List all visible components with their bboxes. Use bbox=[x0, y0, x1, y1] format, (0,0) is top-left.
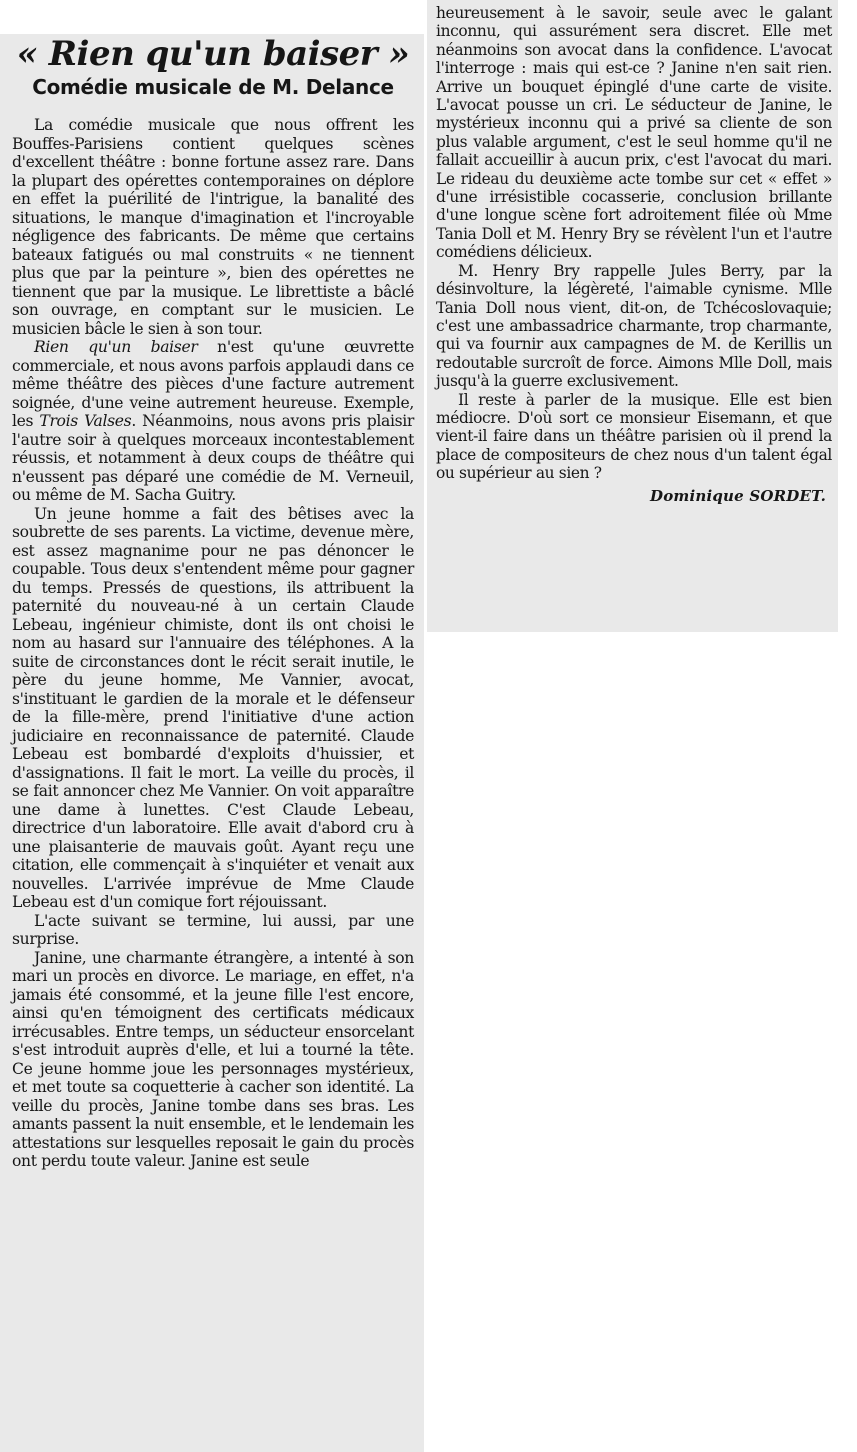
play-title: Rien qu'un baiser bbox=[34, 338, 198, 356]
author-signature: Dominique SORDET. bbox=[649, 486, 826, 505]
article-subtitle: Comédie musicale de M. Delance bbox=[32, 75, 394, 99]
paragraph-4: L'acte suivant se termine, lui aussi, par une surprise. bbox=[12, 911, 414, 948]
paragraph-2-text-b: . Néanmoins, nous avons pris plaisir l'autre soir à quelques morceaux incontestablement réussis, et notamment à deux coups de théâtre qui n'eussent pas déparé une comédie de M. Verneuil, ou même de M. Sacha Guitry. bbox=[12, 412, 414, 504]
article-title: « Rien qu'un baiser » bbox=[16, 34, 410, 74]
paragraph-2-text-a: n'est qu'une œuvrette commerciale, et nous avons parfois applaudi dans ce même théâtre des pièces d'une facture autrement soignée, d'une veine autrement heureuse. Exemple, les bbox=[12, 338, 414, 430]
paragraph-8: Il reste à parler de la musique. Elle est bien médiocre. D'où sort ce monsieur Eisemann, et que vient-il faire dans un théâtre parisien où il prend la place de compositeurs de chez nous d'un talent égal ou supérieur au sien ? bbox=[436, 390, 832, 483]
paragraph-3: Un jeune homme a fait des bêtises avec la soubrette de ses parents. La victime, devenue mère, est assez magnanime pour ne pas dénoncer le coupable. Tous deux s'entendent même pour gagner du temps. Pressés de questions, ils attribuent la paternité du nouveau-né à un certain Claude Lebeau, ingénieur chimiste, dont ils ont choisi le nom au hasard sur l'annuaire des téléphones. A la suite de circonstances dont le récit serait inutile, le père du jeune homme, Me Vannier, avocat, s'instituant le gardien de la morale et le défenseur de la fille-mère, prend l'initiative d'une action judiciaire en reconnaissance de paternité. Claude Lebeau est bombardé d'exploits d'huissier, et d'assignations. Il fait le mort. La veille du procès, il se fait annoncer chez Me Vannier. On voit apparaître une dame à lunettes. C'est Claude Lebeau, directrice d'un laboratoire. Elle avait d'abord cru à une plaisanterie de mauvais goût. Ayant reçu une citation, elle commençait à s'inquiéter et venait aux nouvelles. L'arrivée imprévue de Mme Claude Lebeau est d'un comique fort réjouissant. bbox=[12, 504, 414, 911]
left-column bbox=[12, 34, 414, 1171]
right-column bbox=[436, 4, 832, 505]
paragraph-2 bbox=[12, 338, 414, 505]
paragraph-1: La comédie musicale que nous offrent les Bouffes-Parisiens contient quelques scènes d'excellent théâtre : bonne fortune assez rare. Dans la plupart des opérettes contemporaines on déplore en effet la puérilité de l'intrigue, la banalité des situations, le manque d'imagination et l'incroyable négligence des fabricants. De même que certains bateaux fatigués ou mal construits « ne tiennent plus que par la peinture », bien des opérettes ne tiennent que par la musique. Le librettiste a bâclé son ouvrage, en comptant sur le musicien. Le musicien bâcle le sien à son tour. bbox=[12, 116, 414, 338]
trois-valses-title: Trois Valses bbox=[39, 412, 132, 430]
paragraph-6: heureusement à le savoir, seule avec le galant inconnu, qui assurément sera discret. Elle met néanmoins son avocat dans la confidence. L'avocat l'interroge : mais qui est-ce ? Janine n'en sait rien. Arrive un bouquet épinglé d'une carte de visite. L'avocat pousse un cri. Le séducteur de Janine, le mystérieux inconnu qui a privé sa cliente de son plus valable argument, c'est le seul homme qu'il ne fallait accueillir à aucun prix, c'est l'avocat du mari. Le rideau du deuxième acte tombe sur cet « effet » d'une irrésistible cocasserie, conclusion brillante d'une longue scène fort adroitement filée où Mme Tania Doll et M. Henry Bry se révèlent l'un et l'autre comédiens délicieux. bbox=[436, 4, 832, 262]
paragraph-7: M. Henry Bry rappelle Jules Berry, par la désinvolture, la légèreté, l'aimable cynisme. Mlle Tania Doll nous vient, dit-on, de Tchécoslovaquie; c'est une ambassadrice charmante, trop charmante, qui va fournir aux campagnes de M. de Kerillis un redoutable surcroît de force. Aimons Mlle Doll, mais jusqu'à la guerre exclusivement. bbox=[436, 261, 832, 391]
paragraph-5: Janine, une charmante étrangère, a intenté à son mari un procès en divorce. Le mariage, en effet, n'a jamais été consommé, et la jeune fille l'est encore, ainsi qu'en témoignent des certificats médicaux irrécusables. Entre temps, un séducteur ensorcelant s'est introduit auprès d'elle, et lui a tourné la tête. Ce jeune homme joue les personnages mystérieux, et met toute sa coquetterie à cacher son identité. La veille du procès, Janine tombe dans ses bras. Les amants passent la nuit ensemble, et le lendemain les attestations sur lesquelles reposait le gain du procès ont perdu toute valeur. Janine est seule bbox=[12, 948, 414, 1170]
top-margin bbox=[0, 0, 424, 34]
